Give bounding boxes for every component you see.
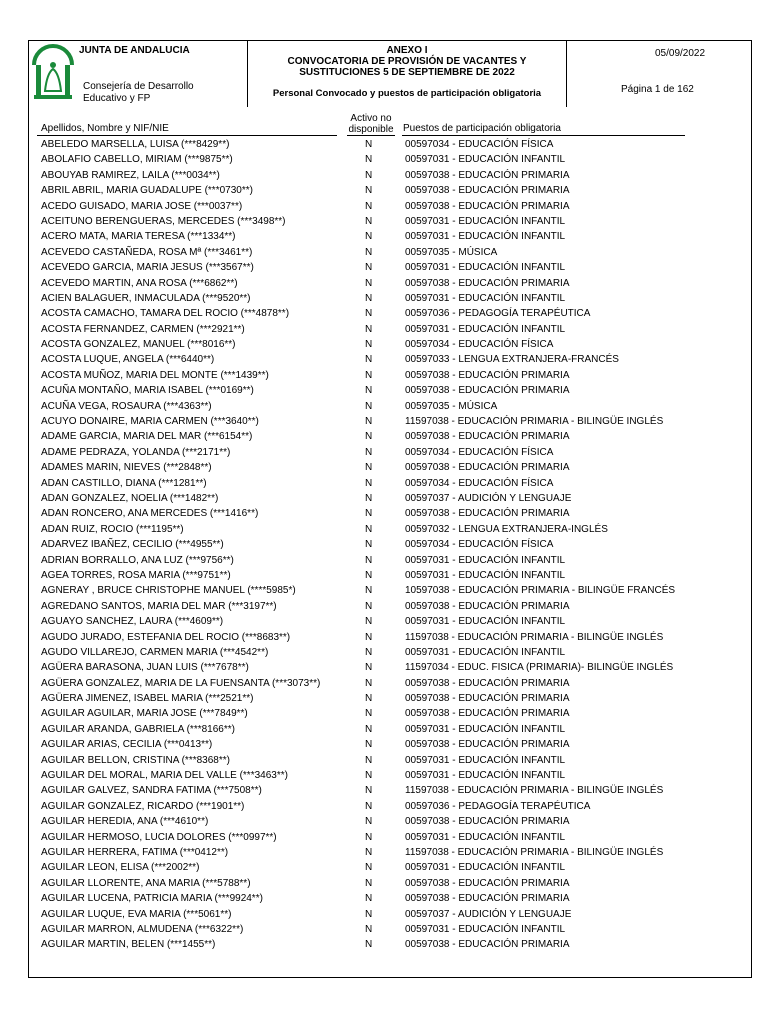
table-row <box>29 414 753 429</box>
active-flag: N <box>365 400 373 412</box>
table-row <box>29 907 753 922</box>
person-name: ACOSTA MUÑOZ, MARIA DEL MONTE (***1439**) <box>41 369 269 381</box>
person-name: AGUILAR ARANDA, GABRIELA (***8166**) <box>41 723 235 735</box>
active-flag: N <box>365 508 373 520</box>
person-name: AGUILAR HEREDIA, ANA (***4610**) <box>41 816 209 828</box>
active-flag: N <box>365 616 373 628</box>
position: 00597031 - EDUCACIÓN INFANTIL <box>405 831 566 843</box>
position: 00597038 - EDUCACIÓN PRIMARIA <box>405 600 570 612</box>
header-left <box>29 41 247 107</box>
person-name: ACOSTA GONZALEZ, MANUEL (***8016**) <box>41 339 236 351</box>
active-flag: N <box>365 369 373 381</box>
person-name: ADRIAN BORRALLO, ANA LUZ (***9756**) <box>41 554 234 566</box>
position: 00597038 - EDUCACIÓN PRIMARIA <box>405 939 570 951</box>
active-flag: N <box>365 277 373 289</box>
table-row <box>29 476 753 491</box>
position: 00597036 - PEDAGOGÍA TERAPÉUTICA <box>405 308 591 320</box>
person-name: ADAME GARCIA, MARIA DEL MAR (***6154**) <box>41 431 253 443</box>
position: 00597031 - EDUCACIÓN INFANTIL <box>405 616 566 628</box>
person-name: AGREDANO SANTOS, MARIA DEL MAR (***3197**) <box>41 600 277 612</box>
person-name: AGUILAR HERMOSO, LUCIA DOLORES (***0997**) <box>41 831 277 843</box>
column-header-active <box>345 113 397 135</box>
position: 00597038 - EDUCACIÓN PRIMARIA <box>405 185 570 197</box>
position: 00597031 - EDUCACIÓN INFANTIL <box>405 723 566 735</box>
active-flag: N <box>365 693 373 705</box>
person-name: AGUILAR MARTIN, BELEN (***1455**) <box>41 939 216 951</box>
active-flag: N <box>365 200 373 212</box>
person-name: AGUILAR ARIAS, CECILIA (***0413**) <box>41 739 213 751</box>
active-flag: N <box>365 292 373 304</box>
active-flag: N <box>365 246 373 258</box>
person-name: ADAN RUIZ, ROCIO (***1195**) <box>41 523 184 535</box>
table-row <box>29 830 753 845</box>
table-row <box>29 445 753 460</box>
position: 00597031 - EDUCACIÓN INFANTIL <box>405 231 566 243</box>
active-flag: N <box>365 169 373 181</box>
person-name: AGUILAR MARRON, ALMUDENA (***6322**) <box>41 923 244 935</box>
active-flag: N <box>365 800 373 812</box>
table-row <box>29 660 753 675</box>
position: 00597038 - EDUCACIÓN PRIMARIA <box>405 708 570 720</box>
person-name: ADARVEZ IBAÑEZ, CECILIO (***4955**) <box>41 539 224 551</box>
table-row <box>29 137 753 152</box>
active-flag: N <box>365 739 373 751</box>
header-rule-positions <box>402 135 685 136</box>
active-flag: N <box>365 339 373 351</box>
active-flag: N <box>365 677 373 689</box>
active-flag: N <box>365 585 373 597</box>
active-flag: N <box>365 185 373 197</box>
position: 00597038 - EDUCACIÓN PRIMARIA <box>405 893 570 905</box>
table-row <box>29 383 753 398</box>
active-flag: N <box>365 708 373 720</box>
table-row <box>29 722 753 737</box>
table-row <box>29 599 753 614</box>
table-row <box>29 799 753 814</box>
active-flag: N <box>365 231 373 243</box>
person-name: ADAME PEDRAZA, YOLANDA (***2171**) <box>41 446 231 458</box>
table-row <box>29 152 753 167</box>
table-row <box>29 399 753 414</box>
position: 11597038 - EDUCACIÓN PRIMARIA - BILINGÜE INGLÉS <box>405 785 664 797</box>
person-name: ACOSTA LUQUE, ANGELA (***6440**) <box>41 354 215 366</box>
table-row <box>29 460 753 475</box>
page-number: Página 1 de 162 <box>621 84 694 95</box>
person-name: AGNERAY , BRUCE CHRISTOPHE MANUEL (****5985*) <box>41 585 296 597</box>
table-row <box>29 291 753 306</box>
person-name: AGÜERA GONZALEZ, MARIA DE LA FUENSANTA (***3073**) <box>41 677 321 689</box>
table-row <box>29 183 753 198</box>
table-row <box>29 614 753 629</box>
active-flag: N <box>365 354 373 366</box>
person-name: ACERO MATA, MARIA TERESA (***1334**) <box>41 231 236 243</box>
header-rule-name <box>37 135 337 136</box>
active-flag: N <box>365 893 373 905</box>
active-flag: N <box>365 816 373 828</box>
person-name: ACEVEDO MARTIN, ANA ROSA (***6862**) <box>41 277 238 289</box>
person-name: ADAN CASTILLO, DIANA (***1281**) <box>41 477 207 489</box>
document-date: 05/09/2022 <box>655 48 706 59</box>
person-name: ADAN GONZALEZ, NOELIA (***1482**) <box>41 492 219 504</box>
table-row <box>29 737 753 752</box>
table-row <box>29 214 753 229</box>
position: 00597037 - AUDICIÓN Y LENGUAJE <box>405 908 572 920</box>
active-flag: N <box>365 600 373 612</box>
active-flag: N <box>365 215 373 227</box>
position: 00597031 - EDUCACIÓN INFANTIL <box>405 923 566 935</box>
position: 00597038 - EDUCACIÓN PRIMARIA <box>405 508 570 520</box>
table-row <box>29 491 753 506</box>
table-row <box>29 522 753 537</box>
table-row <box>29 645 753 660</box>
position: 00597031 - EDUCACIÓN INFANTIL <box>405 646 566 658</box>
person-name: AGÜERA JIMENEZ, ISABEL MARIA (***2521**) <box>41 693 254 705</box>
person-name: AGUILAR LLORENTE, ANA MARIA (***5788**) <box>41 877 251 889</box>
personnel-list <box>29 137 753 953</box>
person-name: ACUYO DONAIRE, MARIA CARMEN (***3640**) <box>41 416 259 428</box>
table-row <box>29 429 753 444</box>
table-row <box>29 876 753 891</box>
person-name: ABOLAFIO CABELLO, MIRIAM (***9875**) <box>41 154 233 166</box>
active-flag: N <box>365 385 373 397</box>
active-flag: N <box>365 139 373 150</box>
subtitle: Personal Convocado y puestos de participación obligatoria <box>272 88 542 99</box>
person-name: AGEA TORRES, ROSA MARIA (***9751**) <box>41 569 231 581</box>
active-flag: N <box>365 908 373 920</box>
position: 11597038 - EDUCACIÓN PRIMARIA - BILINGÜE INGLÉS <box>405 416 664 428</box>
table-row <box>29 168 753 183</box>
active-flag: N <box>365 462 373 474</box>
table-row <box>29 352 753 367</box>
person-name: ACOSTA FERNANDEZ, CARMEN (***2921**) <box>41 323 245 335</box>
person-name: AGUILAR LUCENA, PATRICIA MARIA (***9924**) <box>41 893 263 905</box>
person-name: ACEDO GUISADO, MARIA JOSE (***0037**) <box>41 200 243 212</box>
active-flag: N <box>365 492 373 504</box>
table-row <box>29 814 753 829</box>
title-line-1: CONVOCATORIA DE PROVISIÓN DE VACANTES Y <box>287 56 527 67</box>
active-flag: N <box>365 416 373 428</box>
active-flag: N <box>365 939 373 951</box>
position: 00597037 - AUDICIÓN Y LENGUAJE <box>405 492 572 504</box>
position: 00597038 - EDUCACIÓN PRIMARIA <box>405 877 570 889</box>
position: 11597038 - EDUCACIÓN PRIMARIA - BILINGÜE INGLÉS <box>405 846 664 858</box>
table-row <box>29 568 753 583</box>
active-flag: N <box>365 539 373 551</box>
person-name: AGUAYO SANCHEZ, LAURA (***4609**) <box>41 616 224 628</box>
title-line-2: SUSTITUCIONES 5 DE SEPTIEMBRE DE 2022 <box>299 67 515 78</box>
position: 00597038 - EDUCACIÓN PRIMARIA <box>405 462 570 474</box>
active-flag: N <box>365 446 373 458</box>
table-row <box>29 276 753 291</box>
person-name: ACEVEDO CASTAÑEDA, ROSA Mª (***3461**) <box>41 246 253 258</box>
active-flag: N <box>365 308 373 320</box>
position: 00597038 - EDUCACIÓN PRIMARIA <box>405 200 570 212</box>
active-flag: N <box>365 862 373 874</box>
position: 00597035 - MÚSICA <box>405 400 498 412</box>
table-row <box>29 199 753 214</box>
person-name: AGUILAR HERRERA, FATIMA (***0412**) <box>41 846 229 858</box>
position: 00597038 - EDUCACIÓN PRIMARIA <box>405 677 570 689</box>
org-title: JUNTA DE ANDALUCIA <box>79 45 190 56</box>
active-flag: N <box>365 785 373 797</box>
position: 00597038 - EDUCACIÓN PRIMARIA <box>405 739 570 751</box>
position: 00597033 - LENGUA EXTRANJERA-FRANCÉS <box>405 354 619 366</box>
table-row <box>29 845 753 860</box>
table-row <box>29 537 753 552</box>
position: 00597038 - EDUCACIÓN PRIMARIA <box>405 277 570 289</box>
person-name: AGUILAR DEL MORAL, MARIA DEL VALLE (***3463**) <box>41 770 288 782</box>
position: 00597031 - EDUCACIÓN INFANTIL <box>405 154 566 166</box>
table-row <box>29 368 753 383</box>
table-row <box>29 691 753 706</box>
person-name: ADAMES MARIN, NIEVES (***2848**) <box>41 462 212 474</box>
position: 10597038 - EDUCACIÓN PRIMARIA - BILINGÜE FRANCÉS <box>405 585 676 597</box>
position: 00597031 - EDUCACIÓN INFANTIL <box>405 754 566 766</box>
active-flag: N <box>365 554 373 566</box>
active-flag: N <box>365 662 373 674</box>
person-name: AGUILAR BELLON, CRISTINA (***8368**) <box>41 754 230 766</box>
table-row <box>29 337 753 352</box>
person-name: ACOSTA CAMACHO, TAMARA DEL ROCIO (***4878**) <box>41 308 290 320</box>
table-row <box>29 891 753 906</box>
position: 00597038 - EDUCACIÓN PRIMARIA <box>405 431 570 443</box>
person-name: ACEVEDO GARCIA, MARIA JESUS (***3567**) <box>41 262 254 274</box>
active-flag: N <box>365 154 373 166</box>
position: 00597038 - EDUCACIÓN PRIMARIA <box>405 693 570 705</box>
junta-logo-icon <box>31 43 75 101</box>
table-row <box>29 753 753 768</box>
position: 00597031 - EDUCACIÓN INFANTIL <box>405 323 566 335</box>
position: 00597031 - EDUCACIÓN INFANTIL <box>405 262 566 274</box>
table-row <box>29 506 753 521</box>
position: 00597034 - EDUCACIÓN FÍSICA <box>405 446 554 458</box>
active-flag: N <box>365 262 373 274</box>
position: 00597032 - LENGUA EXTRANJERA-INGLÉS <box>405 523 608 535</box>
table-row <box>29 937 753 952</box>
person-name: AGUDO VILLAREJO, CARMEN MARIA (***4542**) <box>41 646 269 658</box>
table-row <box>29 553 753 568</box>
person-name: AGUDO JURADO, ESTEFANIA DEL ROCIO (***8683**) <box>41 631 291 643</box>
consejeria-line-2: Educativo y FP <box>83 93 151 104</box>
table-row <box>29 706 753 721</box>
table-row <box>29 768 753 783</box>
active-flag: N <box>365 923 373 935</box>
table-row <box>29 676 753 691</box>
active-flag: N <box>365 723 373 735</box>
position: 11597038 - EDUCACIÓN PRIMARIA - BILINGÜE INGLÉS <box>405 631 664 643</box>
person-name: ACUÑA MONTAÑO, MARIA ISABEL (***0169**) <box>41 385 254 397</box>
active-flag: N <box>365 477 373 489</box>
position: 00597031 - EDUCACIÓN INFANTIL <box>405 770 566 782</box>
position: 00597031 - EDUCACIÓN INFANTIL <box>405 569 566 581</box>
column-header-active-line-2: disponible <box>348 124 394 135</box>
person-name: ABOUYAB RAMIREZ, LAILA (***0034**) <box>41 169 220 181</box>
person-name: AGUILAR GALVEZ, SANDRA FATIMA (***7508**) <box>41 785 262 797</box>
annex-label: ANEXO I <box>386 45 428 56</box>
active-flag: N <box>365 323 373 335</box>
active-flag: N <box>365 569 373 581</box>
position: 00597038 - EDUCACIÓN PRIMARIA <box>405 169 570 181</box>
person-name: AGUILAR GONZALEZ, RICARDO (***1901**) <box>41 800 245 812</box>
active-flag: N <box>365 770 373 782</box>
person-name: ACUÑA VEGA, ROSAURA (***4363**) <box>41 400 212 412</box>
position: 00597038 - EDUCACIÓN PRIMARIA <box>405 816 570 828</box>
active-flag: N <box>365 831 373 843</box>
header-center <box>247 41 567 107</box>
position: 00597036 - PEDAGOGÍA TERAPÉUTICA <box>405 800 591 812</box>
position: 00597035 - MÚSICA <box>405 246 498 258</box>
position: 00597034 - EDUCACIÓN FÍSICA <box>405 477 554 489</box>
active-flag: N <box>365 754 373 766</box>
person-name: AGUILAR LUQUE, EVA MARIA (***5061**) <box>41 908 232 920</box>
active-flag: N <box>365 631 373 643</box>
table-row <box>29 245 753 260</box>
table-row <box>29 583 753 598</box>
column-header-active-line-1: Activo no <box>350 113 392 124</box>
table-row <box>29 322 753 337</box>
consejeria-line-1: Consejería de Desarrollo <box>83 81 194 92</box>
document-page <box>28 40 752 978</box>
table-row <box>29 630 753 645</box>
position: 00597038 - EDUCACIÓN PRIMARIA <box>405 385 570 397</box>
person-name: AGÜERA BARASONA, JUAN LUIS (***7678**) <box>41 662 249 674</box>
person-name: ADAN RONCERO, ANA MERCEDES (***1416**) <box>41 508 259 520</box>
position: 00597031 - EDUCACIÓN INFANTIL <box>405 215 566 227</box>
person-name: ACIEN BALAGUER, INMACULADA (***9520**) <box>41 292 251 304</box>
column-header-name: Apellidos, Nombre y NIF/NIE <box>41 123 169 134</box>
position: 00597034 - EDUCACIÓN FÍSICA <box>405 139 554 150</box>
person-name: AGUILAR LEON, ELISA (***2002**) <box>41 862 200 874</box>
active-flag: N <box>365 523 373 535</box>
active-flag: N <box>365 646 373 658</box>
position: 00597031 - EDUCACIÓN INFANTIL <box>405 554 566 566</box>
table-row <box>29 922 753 937</box>
person-name: ABRIL ABRIL, MARIA GUADALUPE (***0730**) <box>41 185 253 197</box>
table-row <box>29 260 753 275</box>
table-row <box>29 860 753 875</box>
table-row <box>29 783 753 798</box>
position: 00597038 - EDUCACIÓN PRIMARIA <box>405 369 570 381</box>
table-row <box>29 306 753 321</box>
active-flag: N <box>365 877 373 889</box>
consejeria-label <box>83 81 194 105</box>
position: 00597031 - EDUCACIÓN INFANTIL <box>405 292 566 304</box>
person-name: ACEITUNO BERENGUERAS, MERCEDES (***3498**) <box>41 215 286 227</box>
person-name: AGUILAR AGUILAR, MARIA JOSE (***7849**) <box>41 708 248 720</box>
position: 00597031 - EDUCACIÓN INFANTIL <box>405 862 566 874</box>
header-rule-active <box>347 135 395 136</box>
position: 00597034 - EDUCACIÓN FÍSICA <box>405 539 554 551</box>
position: 00597034 - EDUCACIÓN FÍSICA <box>405 339 554 351</box>
person-name: ABELEDO MARSELLA, LUISA (***8429**) <box>41 139 230 150</box>
active-flag: N <box>365 431 373 443</box>
column-header-positions: Puestos de participación obligatoria <box>403 123 561 134</box>
table-row <box>29 229 753 244</box>
position: 11597034 - EDUC. FISICA (PRIMARIA)- BILINGÜE INGLÉS <box>405 662 674 674</box>
active-flag: N <box>365 846 373 858</box>
